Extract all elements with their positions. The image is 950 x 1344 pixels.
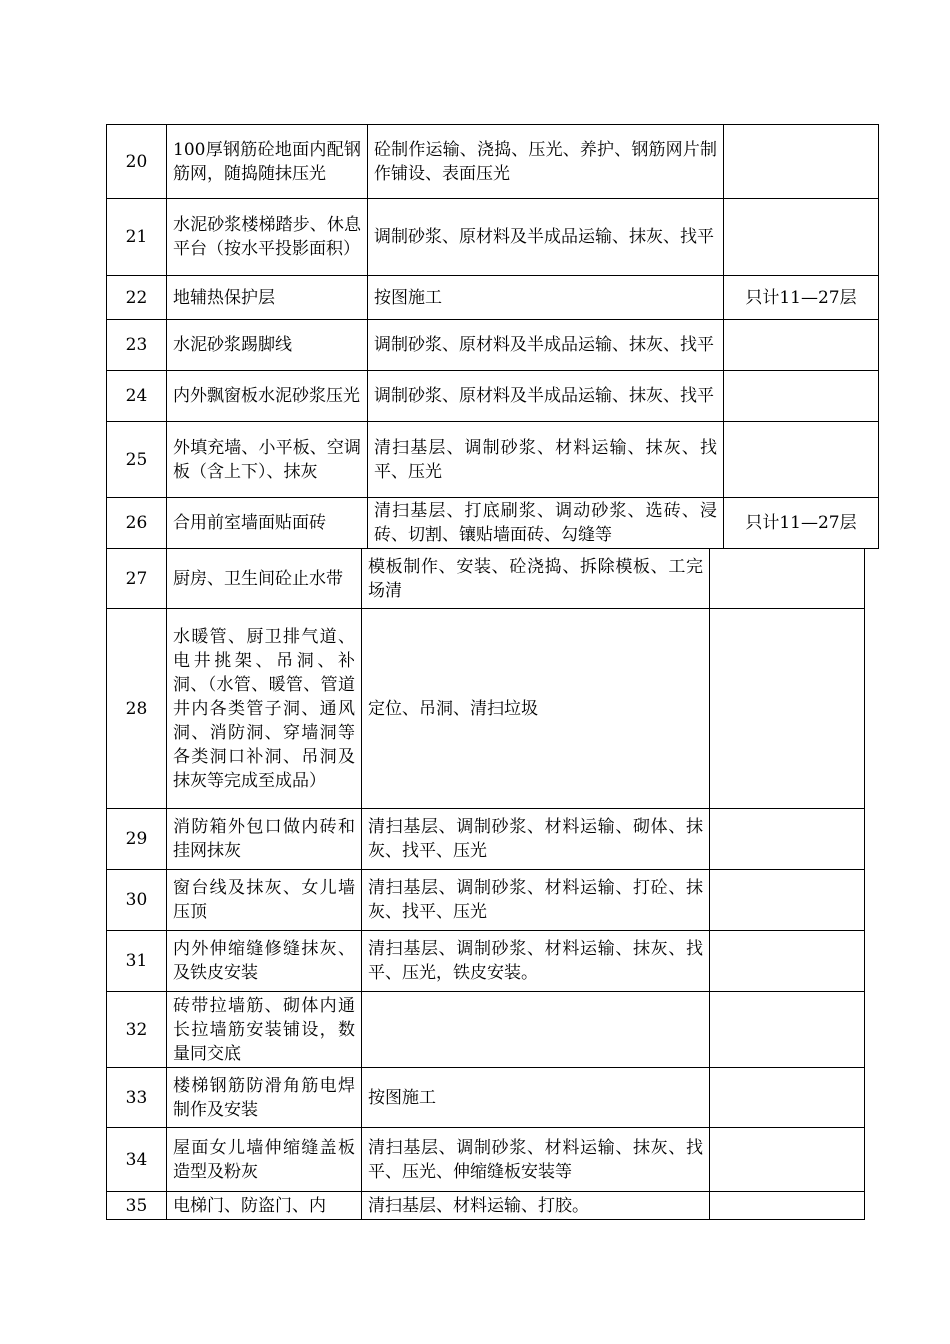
work-content-cell: 调制砂浆、原材料及半成品运输、抹灰、找平 <box>368 320 724 371</box>
item-cell: 消防箱外包口做内砖和挂网抹灰 <box>167 809 362 870</box>
note-cell <box>710 549 865 609</box>
work-content-cell: 清扫基层、调制砂浆、材料运输、抹灰、找平、压光、伸缩缝板安装等 <box>362 1128 710 1192</box>
note-cell <box>724 422 879 498</box>
work-content-cell: 清扫基层、调制砂浆、材料运输、抹灰、找平、压光 <box>368 422 724 498</box>
row-number: 22 <box>107 276 167 320</box>
work-content-cell: 清扫基层、材料运输、打胶。 <box>362 1192 710 1220</box>
work-content-cell <box>362 992 710 1068</box>
row-number: 26 <box>107 498 167 549</box>
note-cell <box>710 1192 865 1220</box>
row-number: 34 <box>107 1128 167 1192</box>
item-cell: 屋面女儿墙伸缩缝盖板造型及粉灰 <box>167 1128 362 1192</box>
table-row <box>107 992 865 1068</box>
row-number: 30 <box>107 870 167 931</box>
table-row <box>107 422 879 498</box>
note-cell <box>724 125 879 199</box>
note-cell: 只计11—27层 <box>724 498 879 549</box>
row-number: 24 <box>107 371 167 422</box>
work-content-cell: 调制砂浆、原材料及半成品运输、抹灰、找平 <box>368 199 724 276</box>
table-row <box>107 276 879 320</box>
note-cell <box>710 809 865 870</box>
table-row <box>107 498 879 549</box>
table-row <box>107 931 865 992</box>
row-number: 32 <box>107 992 167 1068</box>
row-number: 33 <box>107 1068 167 1128</box>
note-cell <box>724 320 879 371</box>
row-number: 21 <box>107 199 167 276</box>
item-cell: 内外伸缩缝修缝抹灰、及铁皮安装 <box>167 931 362 992</box>
table-row <box>107 809 865 870</box>
work-content-cell: 按图施工 <box>362 1068 710 1128</box>
table-row <box>107 1128 865 1192</box>
item-cell: 楼梯钢筋防滑角筋电焊制作及安装 <box>167 1068 362 1128</box>
note-cell <box>710 609 865 809</box>
item-cell: 窗台线及抹灰、女儿墙压顶 <box>167 870 362 931</box>
work-content-cell: 调制砂浆、原材料及半成品运输、抹灰、找平 <box>368 371 724 422</box>
work-content-cell: 清扫基层、调制砂浆、材料运输、打砼、抹灰、找平、压光 <box>362 870 710 931</box>
row-number: 29 <box>107 809 167 870</box>
table-row <box>107 125 879 199</box>
item-cell: 100厚钢筋砼地面内配钢筋网，随捣随抹压光 <box>167 125 368 199</box>
table-row <box>107 320 879 371</box>
row-number: 28 <box>107 609 167 809</box>
item-cell: 地辅热保护层 <box>167 276 368 320</box>
item-cell: 外填充墙、小平板、空调板（含上下）、抹灰 <box>167 422 368 498</box>
note-cell <box>710 1128 865 1192</box>
table-bottom <box>106 548 865 1220</box>
item-cell: 水暖管、厨卫排气道、电井挑架、吊洞、补洞、（水管、暖管、管道井内各类管子洞、通风洞、消防洞、穿墙洞等各类洞口补洞、吊洞及抹灰等完成至成品） <box>167 609 362 809</box>
table-row <box>107 609 865 809</box>
row-number: 25 <box>107 422 167 498</box>
table-top <box>106 124 879 549</box>
work-content-cell: 模板制作、安装、砼浇捣、拆除模板、工完场清 <box>362 549 710 609</box>
item-cell: 砖带拉墙筋、砌体内通长拉墙筋安装铺设，数量同交底 <box>167 992 362 1068</box>
row-number: 35 <box>107 1192 167 1220</box>
item-cell: 合用前室墙面贴面砖 <box>167 498 368 549</box>
table-row <box>107 549 865 609</box>
row-number: 23 <box>107 320 167 371</box>
note-cell <box>710 931 865 992</box>
table-row <box>107 1192 865 1220</box>
item-cell: 厨房、卫生间砼止水带 <box>167 549 362 609</box>
work-content-cell: 砼制作运输、浇捣、压光、养护、钢筋网片制作铺设、表面压光 <box>368 125 724 199</box>
note-cell <box>710 992 865 1068</box>
work-content-cell: 清扫基层、打底刷浆、调动砂浆、选砖、浸砖、切割、镶贴墙面砖、勾缝等 <box>368 498 724 549</box>
note-cell <box>724 199 879 276</box>
note-cell <box>710 870 865 931</box>
item-cell: 电梯门、防盗门、内 <box>167 1192 362 1220</box>
note-cell: 只计11—27层 <box>724 276 879 320</box>
work-content-cell: 定位、吊洞、清扫垃圾 <box>362 609 710 809</box>
work-content-cell: 清扫基层、调制砂浆、材料运输、砌体、抹灰、找平、压光 <box>362 809 710 870</box>
row-number: 31 <box>107 931 167 992</box>
row-number: 27 <box>107 549 167 609</box>
work-content-cell: 按图施工 <box>368 276 724 320</box>
table-row <box>107 199 879 276</box>
item-cell: 水泥砂浆楼梯踏步、休息平台（按水平投影面积） <box>167 199 368 276</box>
table-row <box>107 870 865 931</box>
item-cell: 内外飘窗板水泥砂浆压光 <box>167 371 368 422</box>
table-row <box>107 371 879 422</box>
table-row <box>107 1068 865 1128</box>
note-cell <box>724 371 879 422</box>
item-cell: 水泥砂浆踢脚线 <box>167 320 368 371</box>
work-content-cell: 清扫基层、调制砂浆、材料运输、抹灰、找平、压光，铁皮安装。 <box>362 931 710 992</box>
note-cell <box>710 1068 865 1128</box>
row-number: 20 <box>107 125 167 199</box>
